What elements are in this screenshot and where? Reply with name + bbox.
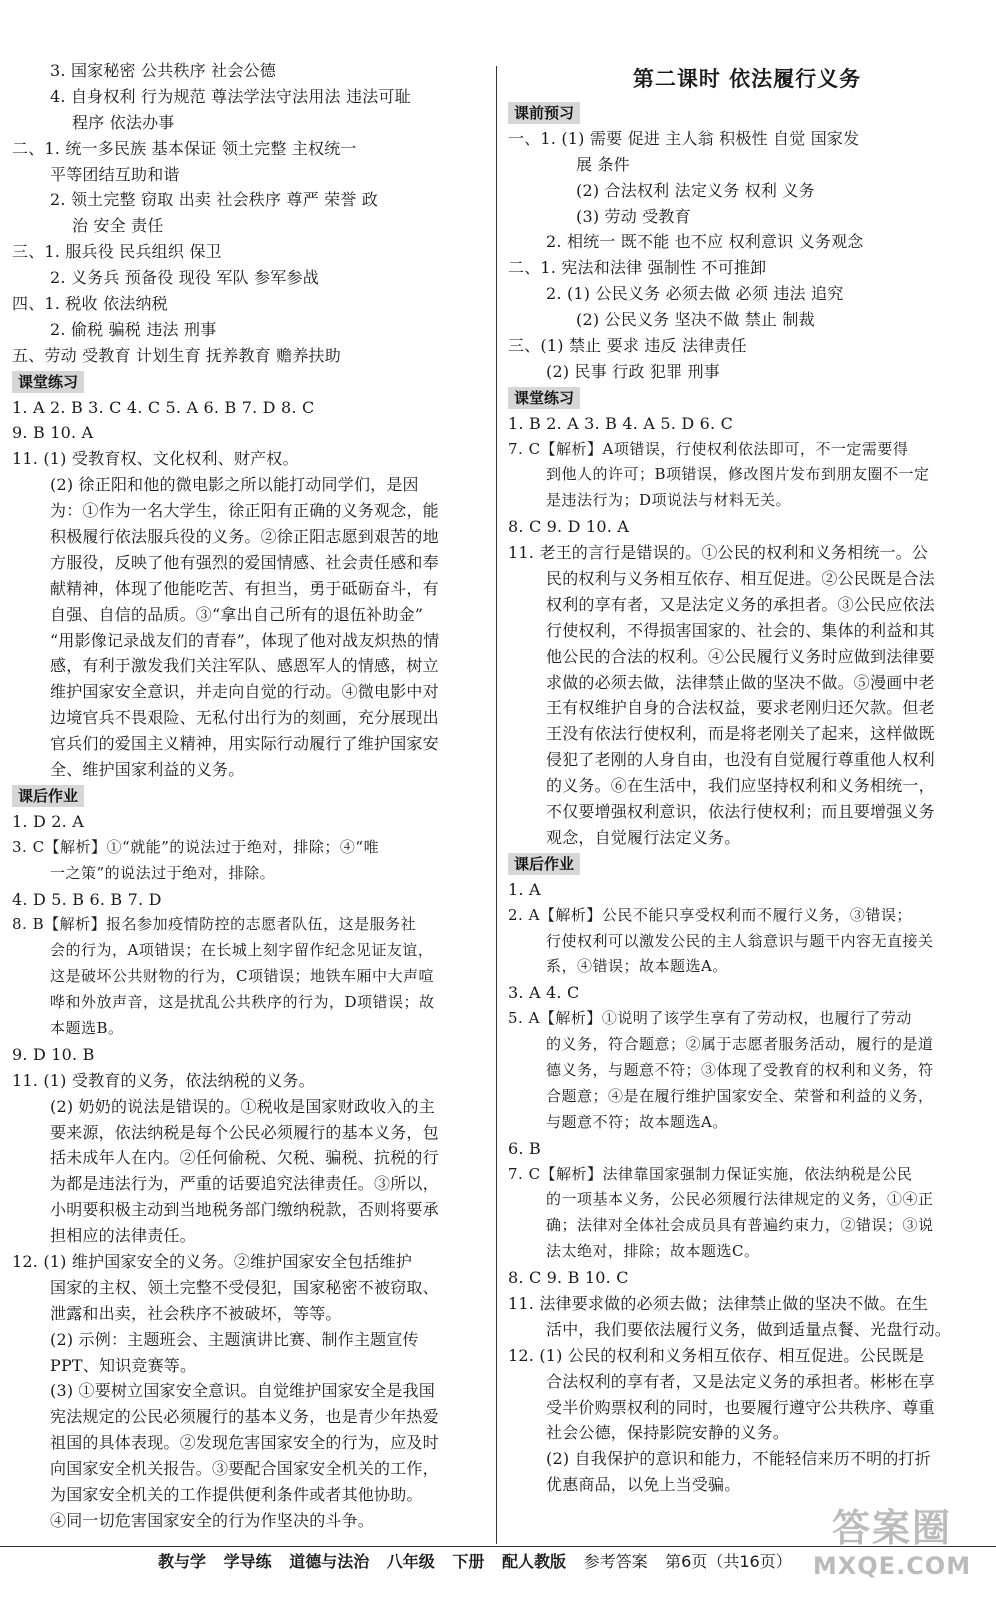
answer-line: 行使权利可以激发公民的主人翁意识与题干内容无直接关	[546, 931, 934, 950]
answer-line: 观念，自觉履行法定义务。	[546, 827, 741, 847]
answer-line: (3) ①要树立国家安全意识。自觉维护国家安全是我国	[50, 1381, 435, 1401]
answer-line: 本题选B。	[50, 1018, 124, 1037]
answer-line: 平等团结互助和谐	[50, 164, 180, 184]
answer-line: 三、1. 服兵役 民兵组织 保卫	[12, 242, 222, 262]
answer-line: 合题意；④是在履行维护国家安全、荣誉和利益的义务，	[546, 1086, 934, 1105]
answer-line: 2. A【解析】公民不能只享受权利而不履行义务，③错误；	[508, 905, 912, 924]
answer-line: 王有权维护自身的合法权益，要求老刚归还欠款。但老	[546, 698, 935, 718]
answer-line: 展 条件	[576, 154, 630, 174]
answer-line: 一、1. (1) 需要 促进 主人翁 积极性 自觉 国家发	[508, 128, 860, 148]
footer-item: 学导练	[223, 1552, 272, 1571]
watermark-text: 答案圈	[831, 1506, 952, 1550]
answer-line: 1. A	[508, 879, 541, 899]
section-header-wrap	[12, 783, 486, 809]
answer-line: (2) 徐正阳和他的微电影之所以能打动同学们，是因	[50, 475, 419, 495]
section-header-wrap	[508, 100, 986, 126]
answer-line: (2) 民事 行政 犯罪 刑事	[546, 361, 721, 381]
answer-line: 为都是违法行为，严重的话要追究法律责任。③所以，	[50, 1174, 439, 1194]
footer-item: 参考答案	[583, 1552, 648, 1571]
answer-line: 活中，我们要依法履行义务，做到适量点餐、光盘行动。	[546, 1319, 952, 1339]
answer-line: 3. 国家秘密 公共秩序 社会公德	[50, 61, 276, 80]
answer-line: 要来源，依法纳税是每个公民必须履行的基本义务，包	[50, 1122, 439, 1142]
answer-line: (2) 公民义务 坚决不做 禁止 制裁	[576, 310, 815, 330]
footer-item: 教与学	[158, 1552, 207, 1571]
answer-line: 二、1. 宪法和法律 强制性 不可推卸	[508, 258, 767, 278]
answer-line: 官兵们的爱国主义精神，用实际行动履行了维护国家安	[50, 734, 439, 754]
section-header: 课堂练习	[12, 371, 84, 393]
answer-line: 小明要积极主动到当地税务部门缴纳税款，否则将要承	[50, 1200, 439, 1220]
section-header: 课堂练习	[508, 387, 580, 409]
answer-line: 二、1. 统一多民族 基本保证 领土完整 主权统一	[12, 138, 357, 158]
left-column	[12, 58, 486, 1534]
answer-line: 2. (1) 公民义务 必须去做 必须 违法 追究	[546, 284, 844, 304]
answer-line: 程序 依法办事	[72, 112, 175, 132]
lesson-title: 第二课时 依法履行义务	[632, 67, 862, 91]
answer-line: 法太绝对，排除；故本题选C。	[546, 1242, 760, 1261]
answer-line: 4. D 5. B 6. B 7. D	[12, 889, 162, 909]
answer-line: 王没有依法行使权利，而是将老刚关了起来，这样做既	[546, 724, 935, 744]
right-column-body	[508, 100, 986, 1498]
answer-line: 边境官兵不畏艰险、无私付出行为的刻画，充分展现出	[50, 708, 439, 728]
answer-line: 祖国的具体表现。②发现危害国家安全的行为，应及时	[50, 1433, 439, 1453]
answer-line: (2) 自我保护的意识和能力，不能轻信来历不明的打折	[546, 1449, 931, 1469]
answer-line: 优惠商品，以免上当受骗。	[546, 1475, 741, 1495]
answer-line: 国家的主权、领土完整不受侵犯，国家秘密不被窃取、	[50, 1277, 439, 1297]
answer-line: 11. 法律要求做的必须去做；法律禁止做的坚决不做。在生	[508, 1293, 929, 1313]
answer-line: 他公民的合法的权利。④公民履行义务时应做到法律要	[546, 646, 935, 666]
section-header: 课前预习	[508, 102, 580, 124]
answer-line: 3. A 4. C	[508, 983, 580, 1003]
answer-line: 6. B	[508, 1138, 541, 1158]
section-header-wrap	[508, 851, 986, 877]
answer-line: 4. 自身权利 行为规范 尊法学法守法用法 违法可耻	[50, 86, 411, 106]
answer-line: 到他人的许可；B项错误，修改图片发布到朋友圈不一定	[546, 465, 930, 484]
footer-item: 配人教版	[501, 1552, 566, 1571]
answer-line: 为：①作为一名大学生，徐正阳有正确的义务观念，能	[50, 501, 439, 521]
page-number: 第6页（共16页）	[665, 1552, 792, 1571]
answer-line: 向国家安全机关报告。③要配合国家安全机关的工作，	[50, 1459, 439, 1479]
answer-line: 1. B 2. A 3. B 4. A 5. D 6. C	[508, 413, 734, 433]
answer-line: 民的权利与义务相互依存、相互促进。②公民既是合法	[546, 569, 935, 589]
answer-line: 行使权利，不得损害国家的、社会的、集体的利益和其	[546, 620, 935, 640]
answer-line: 11. 老王的言行是错误的。①公民的权利和义务相统一。公	[508, 543, 929, 563]
answer-line: 3. C【解析】①“就能”的说法过于绝对，排除；④“唯	[12, 837, 380, 856]
answer-line: 7. C【解析】A项错误，行使权利依法即可，不一定需要得	[508, 439, 909, 458]
answer-line: 全、维护国家利益的义务。	[50, 760, 245, 780]
answer-line: 确；法律对全体社会成员具有普遍约束力，②错误；③说	[546, 1216, 934, 1235]
answer-line: 五、劳动 受教育 计划生育 抚养教育 赡养扶助	[12, 345, 341, 365]
answer-line: 8. B【解析】报名参加疫情防控的志愿者队伍，这是服务社	[12, 915, 417, 934]
answer-line: 8. C 9. B 10. C	[508, 1268, 629, 1288]
answer-line: 会的行为，A项错误；在长城上刻字留作纪念见证友谊，	[50, 941, 434, 960]
answer-line: 四、1. 税收 依法纳税	[12, 294, 168, 314]
section-header: 课后作业	[508, 853, 580, 875]
answer-line: 不仅要增强权利意识，依法行使权利；而且要增强义务	[546, 802, 935, 822]
answer-line: 11. (1) 受教育的义务，依法纳税的义务。	[12, 1070, 315, 1090]
answer-line: 的义务，符合题意；②属于志愿者服务活动，履行的是道	[546, 1035, 934, 1054]
answer-line: 德义务，与题意不符；③体现了受教育的权利和义务，符	[546, 1060, 934, 1079]
answer-line: 感，有利于激发我们关注军队、感恩军人的情感，树立	[50, 656, 439, 676]
answer-line: PPT、知识竞赛等。	[50, 1355, 197, 1375]
answer-line: 求做的必须去做，法律禁止做的坚决不做。⑤漫画中老	[546, 672, 935, 692]
footer-item: 道德与法治	[289, 1552, 370, 1571]
answer-line: 12. (1) 公民的权利和义务相互依存、相互促进。公民既是	[508, 1345, 925, 1365]
answer-line: 1. D 2. A	[12, 811, 84, 831]
answer-line: 献精神，体现了他能吃苦、有担当，勇于砥砺奋斗，有	[50, 578, 439, 598]
section-header-wrap	[12, 369, 486, 395]
footer-item: 八年级	[386, 1552, 435, 1571]
answer-line: 合法权利的享有者，又是法定义务的承担者。彬彬在享	[546, 1371, 935, 1391]
answer-line: 是违法行为；D项说法与材料无关。	[546, 491, 792, 510]
right-column	[508, 58, 986, 1498]
answer-line: (2) 奶奶的说法是错误的。①税收是国家财政收入的主	[50, 1096, 435, 1116]
answer-line: 方服役，反映了他有强烈的爱国情感、社会责任感和奉	[50, 552, 439, 572]
answer-line: (2) 示例：主题班会、主题演讲比赛、制作主题宣传	[50, 1329, 419, 1349]
answer-line: 7. C【解析】法律靠国家强制力保证实施，依法纳税是公民	[508, 1164, 913, 1183]
answer-line: 治 安全 责任	[72, 216, 164, 236]
column-divider	[496, 66, 497, 1544]
answer-line: 2. 领土完整 窃取 出卖 社会秩序 尊严 荣誉 政	[50, 190, 379, 210]
answer-line: 为国家安全机关的工作提供便利条件或者其他协助。	[50, 1484, 423, 1504]
answer-line: 括未成年人在内。②任何偷税、欠税、骗税、抗税的行	[50, 1148, 439, 1168]
answer-line: 的一项基本义务，公民必须履行法律规定的义务，①④正	[546, 1190, 934, 1209]
answer-line: 的义务。⑥在生活中，我们应坚持权利和义务相统一，	[546, 776, 935, 796]
answer-line: “用影像记录战友们的青春”，体现了他对战友炽热的情	[50, 630, 440, 650]
answer-line: 权利的享有者，又是法定义务的承担者。③公民应依法	[546, 594, 935, 614]
answer-line: 哗和外放声音，这是扰乱公共秩序的行为，D项错误；故	[50, 993, 435, 1012]
answer-line: 12. (1) 维护国家安全的义务。②维护国家安全包括维护	[12, 1251, 413, 1271]
answer-line: 2. 义务兵 预备役 现役 军队 参军参战	[50, 268, 319, 288]
answer-line: 9. B 10. A	[12, 423, 94, 443]
answer-line: ④同一切危害国家安全的行为作坚决的斗争。	[50, 1510, 375, 1530]
watermark-logo	[808, 1504, 976, 1592]
answer-line: 宪法规定的公民必须履行的基本义务，也是青少年热爱	[50, 1407, 439, 1427]
answer-line: 5. A【解析】①说明了该学生享有了劳动权，也履行了劳动	[508, 1009, 912, 1028]
answer-line: (2) 合法权利 法定义务 权利 义务	[576, 180, 815, 200]
answer-line: (3) 劳动 受教育	[576, 206, 691, 226]
answer-line: 这是破坏公共财物的行为，C项错误；地铁车厢中大声喧	[50, 967, 434, 986]
answer-line: 自强、自信的品质。③“拿出自己所有的退伍补助金”	[50, 604, 424, 624]
section-header-wrap	[508, 385, 986, 411]
answer-line: 2. 相统一 既不能 也不应 权利意识 义务观念	[546, 232, 864, 252]
answer-line: 系，④错误；故本题选A。	[546, 957, 728, 976]
answer-line: 积极履行依法服兵役的义务。②徐正阳志愿到艰苦的地	[50, 527, 439, 547]
answer-line: 维护国家安全意识，并走向自觉的行动。④微电影中对	[50, 682, 439, 702]
answer-line: 受半价购票权利的同时，也要履行遵守公共秩序、尊重	[546, 1397, 935, 1417]
answer-line: 8. C 9. D 10. A	[508, 517, 630, 537]
answer-line: 担相应的法律责任。	[50, 1226, 196, 1246]
section-header: 课后作业	[12, 785, 84, 807]
answer-line: 侵犯了老刚的人身自由，也没有自觉履行尊重他人权利	[546, 750, 935, 770]
answer-line: 与题意不符；故本题选A。	[546, 1112, 728, 1131]
answer-line: 泄露和出卖，社会秩序不被破坏，等等。	[50, 1303, 342, 1323]
answer-line: 11. (1) 受教育权、文化权利、财产权。	[12, 449, 299, 469]
answer-line: 一之策”的说法过于绝对，排除。	[50, 863, 276, 882]
answer-line: 三、(1) 禁止 要求 违反 法律责任	[508, 336, 747, 356]
answer-line: 9. D 10. B	[12, 1044, 95, 1064]
answer-line: 1. A 2. B 3. C 4. C 5. A 6. B 7. D 8. C	[12, 397, 315, 417]
answer-line: 社会公德，保持影院安静的义务。	[546, 1423, 790, 1443]
answer-line: 2. 偷税 骗税 违法 刑事	[50, 319, 217, 339]
watermark-url: MXQE.COM	[812, 1552, 972, 1580]
footer-item: 下册	[452, 1552, 485, 1571]
